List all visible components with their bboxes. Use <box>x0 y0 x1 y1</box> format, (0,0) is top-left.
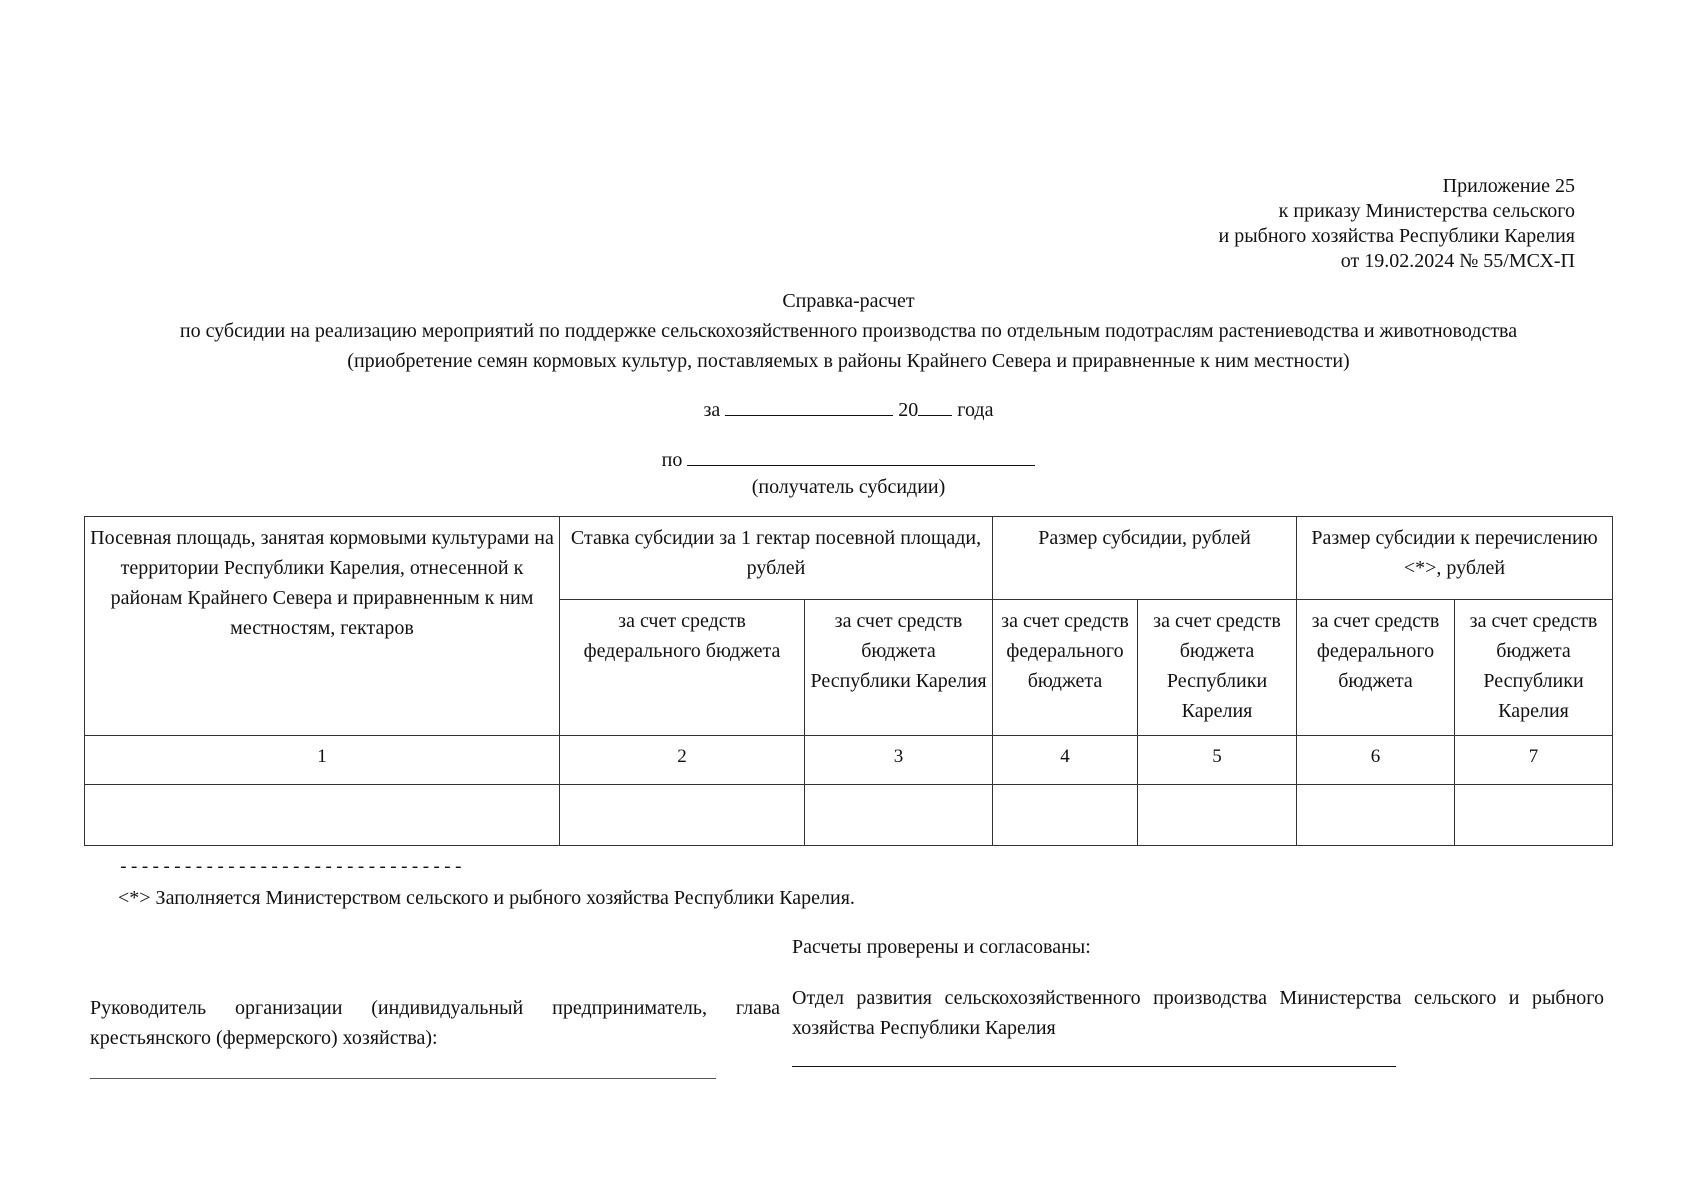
period-year-prefix: 20 <box>898 399 919 421</box>
data-cell-size-federal[interactable] <box>993 785 1138 846</box>
transfer-federal-header: за счет средств федерального бюджета <box>1297 600 1455 736</box>
footnote-text: <*> Заполняется Министерством сельского и рыбного хозяйства Республики Карелия. <box>118 887 855 909</box>
column-number: 1 <box>85 736 560 785</box>
transfer-regional-header: за счет средств бюджета Республики Карелия <box>1455 600 1613 736</box>
footnote-separator: -------------------------------- <box>118 858 464 878</box>
column-number: 2 <box>560 736 805 785</box>
recipient-blank[interactable] <box>687 443 1035 466</box>
column-numbers-row <box>85 736 1613 785</box>
size-group-header: Размер субсидии, рублей <box>993 517 1297 600</box>
title-main: Справка-расчет <box>782 290 915 312</box>
appendix-order-line-1: к приказу Министерства сельского <box>1278 200 1575 222</box>
col1-header: Посевная площадь, занятая кормовыми культурами на территории Республики Карелия, отнесенной к районам Крайнего Севера и приравненным к ним местностям, гектаров <box>85 517 560 736</box>
appendix-order-date: от 19.02.2024 № 55/МСХ-П <box>1340 250 1575 272</box>
appendix-order-line-2: и рыбного хозяйства Республики Карелия <box>1218 225 1575 247</box>
rate-regional-header: за счет средств бюджета Республики Карелия <box>805 600 993 736</box>
appendix-block <box>1219 174 1575 274</box>
data-cell-transfer-federal[interactable] <box>1297 785 1455 846</box>
period-month-blank[interactable] <box>725 393 893 416</box>
head-signature-line[interactable] <box>90 1078 716 1079</box>
appendix-number: Приложение 25 <box>1442 175 1575 197</box>
transfer-group-header: Размер субсидии к перечислению <*>, рублей <box>1297 517 1613 600</box>
data-cell-transfer-regional[interactable] <box>1455 785 1613 846</box>
checked-label: Расчеты проверены и согласованы: <box>792 936 1091 958</box>
head-signature-label: Руководитель организации (индивидуальный предприниматель, глава крестьянского (фермерского) хозяйства): <box>90 997 780 1049</box>
recipient-note: (получатель субсидии) <box>751 476 946 498</box>
data-cell-area[interactable] <box>85 785 560 846</box>
rate-federal-header: за счет средств федерального бюджета <box>560 600 805 736</box>
table-data-row <box>85 785 1613 846</box>
column-number: 7 <box>1455 736 1613 785</box>
data-cell-size-regional[interactable] <box>1138 785 1297 846</box>
period-prefix: за <box>703 399 721 421</box>
period-line <box>0 393 1697 425</box>
column-number: 4 <box>993 736 1138 785</box>
data-cell-rate-regional[interactable] <box>805 785 993 846</box>
subsidy-table <box>84 516 1613 846</box>
period-year-blank[interactable] <box>918 393 952 416</box>
table-header-row <box>85 517 1613 600</box>
department-signature-label: Отдел развития сельскохозяйственного производства Министерства сельского и рыбного хозяйства Республики Карелия <box>792 987 1604 1039</box>
document-title <box>60 286 1637 376</box>
column-number: 6 <box>1297 736 1455 785</box>
data-cell-rate-federal[interactable] <box>560 785 805 846</box>
rate-group-header: Ставка субсидии за 1 гектар посевной площади, рублей <box>560 517 993 600</box>
title-clarification: (приобретение семян кормовых культур, поставляемых в районы Крайнего Севера и приравненные к ним местности) <box>347 350 1350 372</box>
recipient-line <box>0 443 1697 475</box>
column-number: 3 <box>805 736 993 785</box>
size-federal-header: за счет средств федерального бюджета <box>993 600 1138 736</box>
title-subject: по субсидии на реализацию мероприятий по поддержке сельскохозяйственного производства по отдельным подотраслям растениеводства и животноводства <box>179 320 1518 342</box>
column-number: 5 <box>1138 736 1297 785</box>
size-regional-header: за счет средств бюджета Республики Карелия <box>1138 600 1297 736</box>
recipient-prefix: по <box>661 449 683 471</box>
department-signature-line[interactable] <box>792 1066 1396 1067</box>
period-suffix: года <box>957 399 994 421</box>
